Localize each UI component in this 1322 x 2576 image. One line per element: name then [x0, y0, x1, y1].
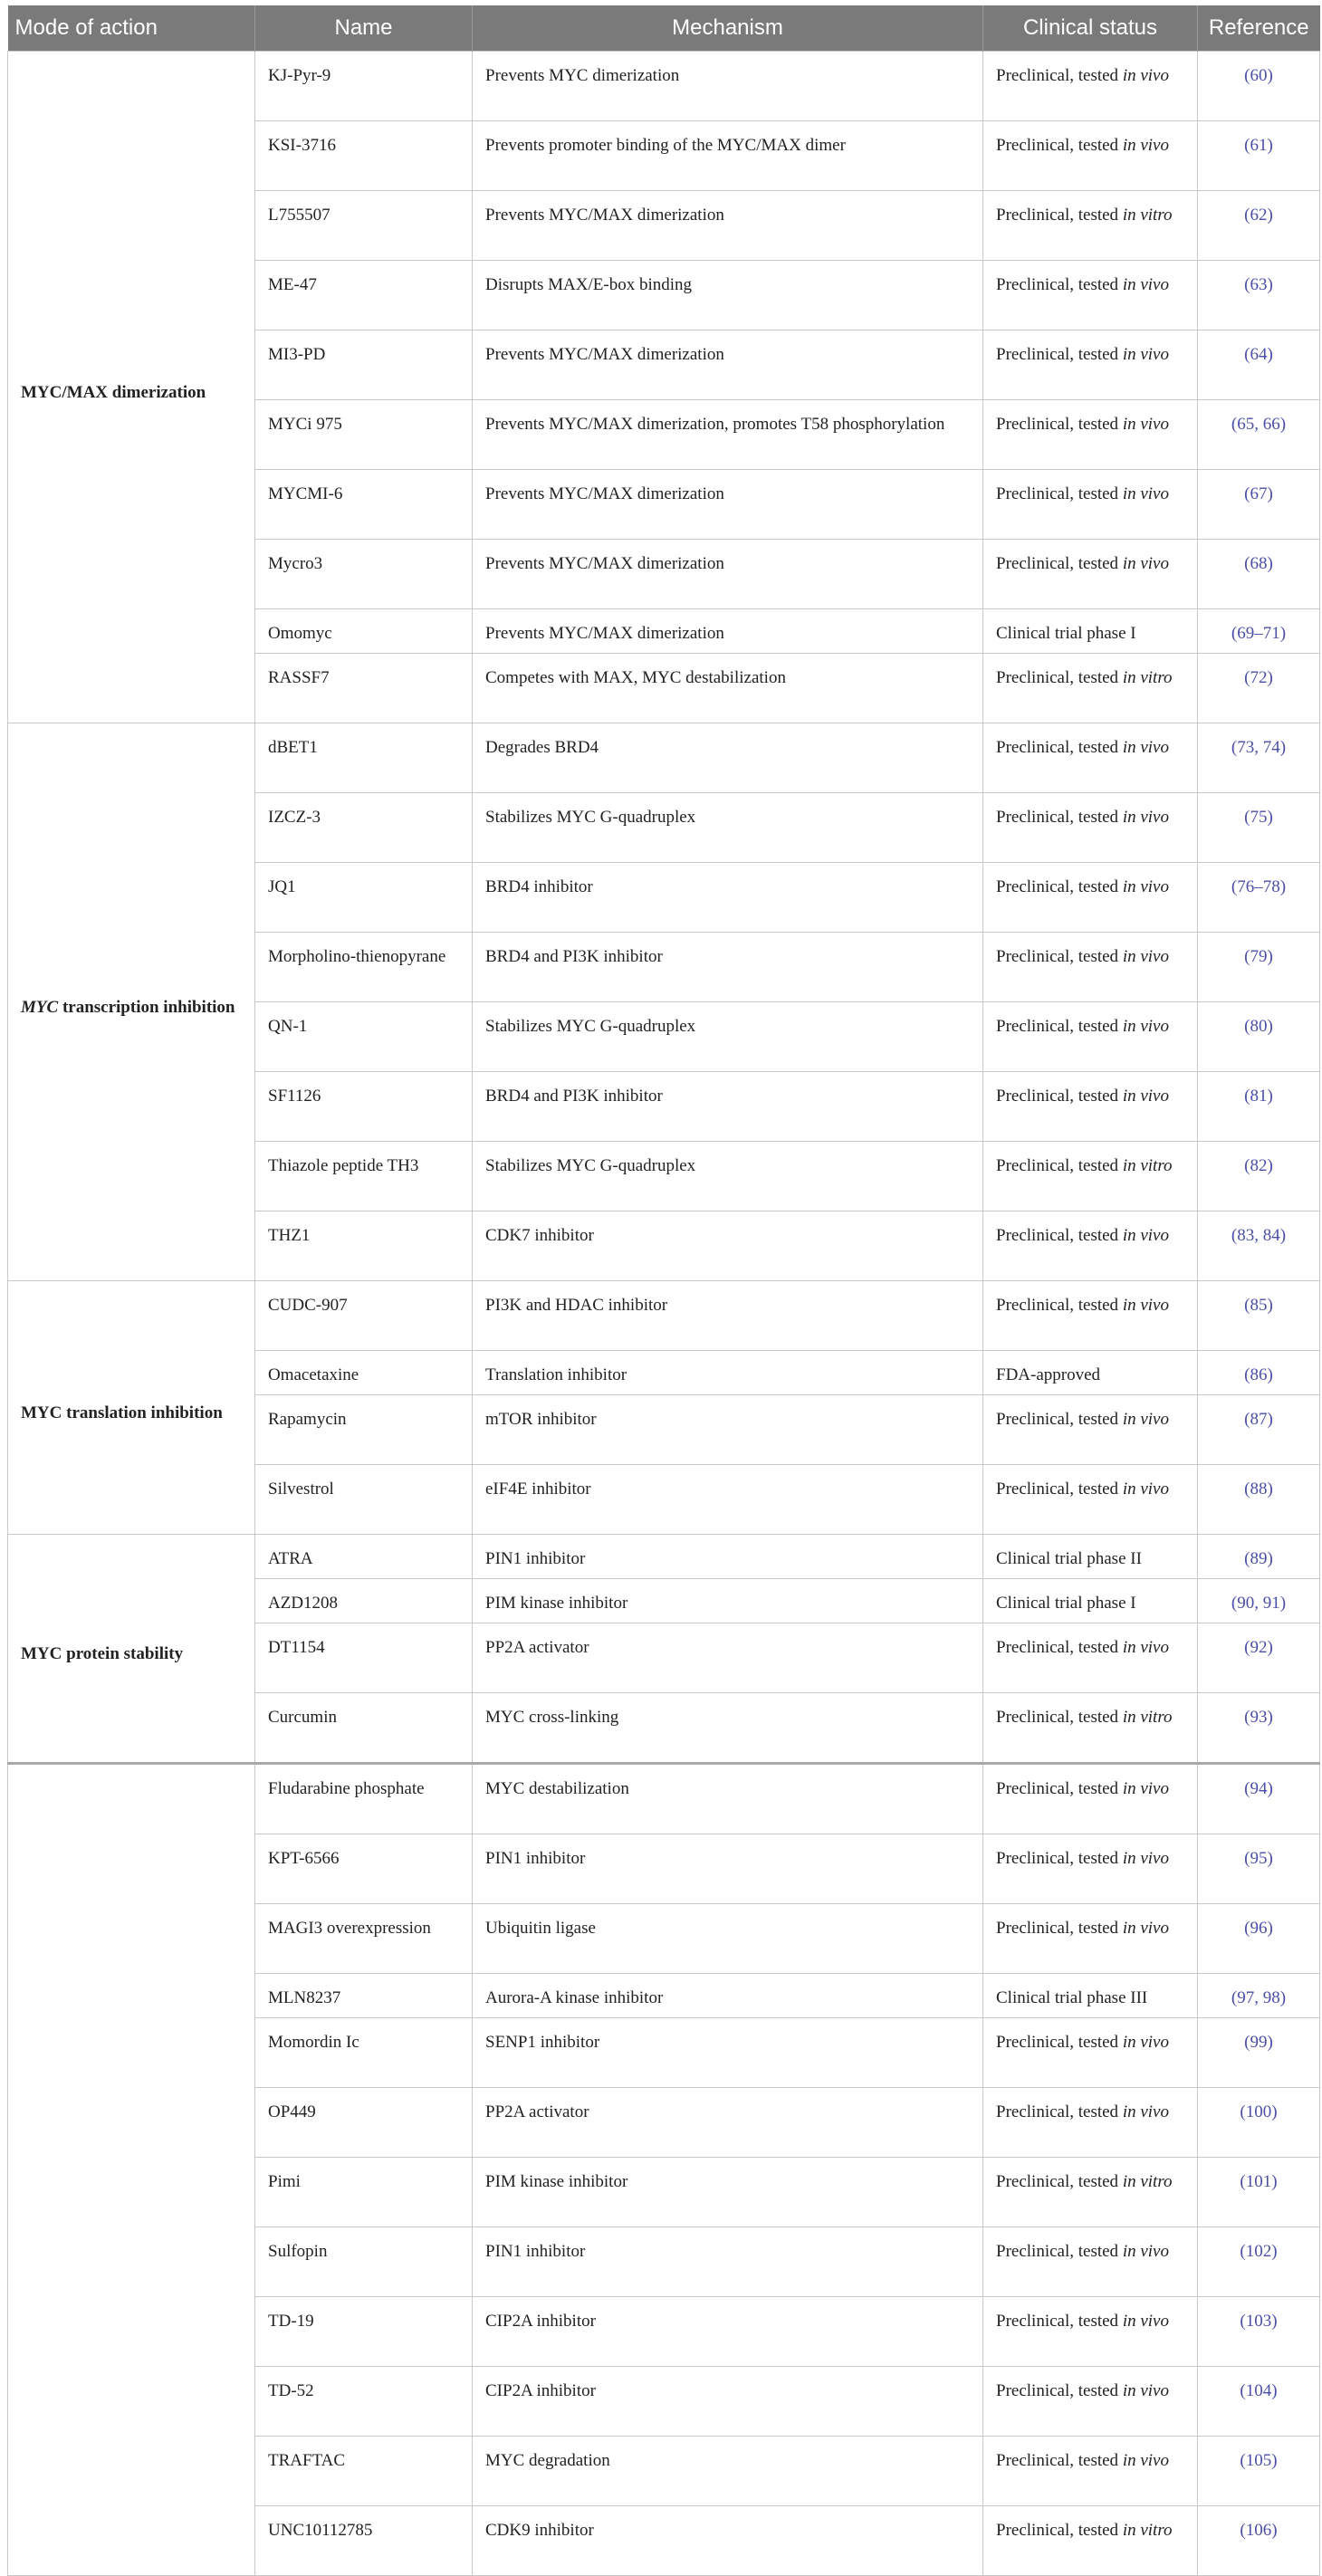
mechanism-cell: Prevents MYC/MAX dimerization [473, 609, 983, 654]
clinical-status-cell [983, 1211, 1198, 1281]
table-row [8, 723, 1320, 793]
compound-name-cell: IZCZ-3 [255, 793, 473, 863]
clinical-status-model: in vitro [1122, 668, 1173, 687]
reference-link[interactable]: (60) [1198, 52, 1320, 121]
clinical-status-model: in vivo [1122, 1296, 1169, 1315]
mode-of-action-label: transcription inhibition [58, 998, 235, 1017]
reference-link[interactable]: (87) [1198, 1395, 1320, 1465]
clinical-status-cell [983, 1535, 1198, 1579]
compound-name-cell: AZD1208 [255, 1579, 473, 1623]
clinical-status-text: Preclinical, tested [996, 1410, 1119, 1429]
clinical-status-model: in vivo [1122, 2451, 1169, 2470]
compound-name-cell: dBET1 [255, 723, 473, 793]
clinical-status-cell [983, 723, 1198, 793]
reference-link[interactable]: (67) [1198, 470, 1320, 540]
mechanism-cell: PI3K and HDAC inhibitor [473, 1281, 983, 1351]
compound-name-cell: CUDC-907 [255, 1281, 473, 1351]
compound-name-cell: MLN8237 [255, 1974, 473, 2018]
clinical-status-model: in vivo [1122, 1849, 1169, 1868]
clinical-status-cell [983, 1072, 1198, 1142]
reference-link[interactable]: (90, 91) [1198, 1579, 1320, 1623]
compound-name-cell: Omacetaxine [255, 1351, 473, 1395]
reference-link[interactable]: (63) [1198, 261, 1320, 330]
clinical-status-cell [983, 121, 1198, 191]
mechanism-cell: Stabilizes MYC G-quadruplex [473, 1002, 983, 1072]
clinical-status-text: Preclinical, tested [996, 206, 1119, 225]
clinical-status-model: in vivo [1122, 1017, 1169, 1036]
mechanism-cell: SENP1 inhibitor [473, 2018, 983, 2088]
table-row [8, 52, 1320, 121]
clinical-status-model: in vivo [1122, 275, 1169, 294]
mechanism-cell: BRD4 inhibitor [473, 863, 983, 933]
clinical-status-text: Preclinical, tested [996, 1087, 1119, 1106]
clinical-status-cell [983, 1974, 1198, 2018]
mechanism-cell: PP2A activator [473, 1623, 983, 1693]
reference-link[interactable]: (81) [1198, 1072, 1320, 1142]
clinical-status-text: Preclinical, tested [996, 877, 1119, 896]
clinical-status-model: in vivo [1122, 1480, 1169, 1499]
table-section [8, 723, 1320, 1281]
clinical-status-text: Preclinical, tested [996, 1296, 1119, 1315]
table-header [8, 5, 1320, 52]
clinical-status-cell [983, 1142, 1198, 1211]
compound-name-cell: Curcumin [255, 1693, 473, 1764]
clinical-status-cell [983, 863, 1198, 933]
compound-name-cell: Morpholino-thienopyrane [255, 933, 473, 1002]
clinical-status-text: Clinical trial phase III [996, 1988, 1148, 2007]
mechanism-cell: Aurora-A kinase inhibitor [473, 1974, 983, 2018]
clinical-status-text: Preclinical, tested [996, 275, 1119, 294]
reference-link[interactable]: (76–78) [1198, 863, 1320, 933]
clinical-status-cell [983, 2437, 1198, 2506]
table-row [8, 1764, 1320, 1834]
reference-link[interactable]: (92) [1198, 1623, 1320, 1693]
clinical-status-text: Clinical trial phase I [996, 624, 1136, 643]
clinical-status-model: in vivo [1122, 415, 1169, 434]
clinical-status-text: Preclinical, tested [996, 1156, 1119, 1175]
mechanism-cell: Disrupts MAX/E-box binding [473, 261, 983, 330]
clinical-status-text: Preclinical, tested [996, 738, 1119, 757]
clinical-status-model: in vivo [1122, 738, 1169, 757]
clinical-status-model: in vivo [1122, 1087, 1169, 1106]
compound-name-cell: KSI-3716 [255, 121, 473, 191]
mechanism-cell: PIN1 inhibitor [473, 1535, 983, 1579]
clinical-status-text: Preclinical, tested [996, 2033, 1119, 2052]
reference-link[interactable]: (100) [1198, 2088, 1320, 2158]
mechanism-cell: PP2A activator [473, 2088, 983, 2158]
mechanism-cell: Translation inhibitor [473, 1351, 983, 1395]
clinical-status-cell [983, 52, 1198, 121]
compound-name-cell: TD-19 [255, 2297, 473, 2367]
clinical-status-cell [983, 1281, 1198, 1351]
header-name: Name [255, 5, 473, 52]
mechanism-cell: Degrades BRD4 [473, 723, 983, 793]
clinical-status-text: Preclinical, tested [996, 2521, 1119, 2540]
mode-of-action-cell [8, 723, 255, 1281]
clinical-status-model: in vivo [1122, 554, 1169, 573]
clinical-status-cell [983, 2506, 1198, 2576]
mechanism-cell: CIP2A inhibitor [473, 2297, 983, 2367]
clinical-status-cell [983, 191, 1198, 261]
clinical-status-model: in vitro [1122, 2521, 1173, 2540]
mode-of-action-cell [8, 1281, 255, 1535]
reference-link[interactable]: (96) [1198, 1904, 1320, 1974]
clinical-status-text: Preclinical, tested [996, 2451, 1119, 2470]
clinical-status-cell [983, 1623, 1198, 1693]
compound-name-cell: Momordin Ic [255, 2018, 473, 2088]
compound-name-cell: MAGI3 overexpression [255, 1904, 473, 1974]
clinical-status-text: Preclinical, tested [996, 345, 1119, 364]
clinical-status-cell [983, 1579, 1198, 1623]
compound-name-cell: RASSF7 [255, 654, 473, 723]
clinical-status-text: Preclinical, tested [996, 136, 1119, 155]
reference-link[interactable]: (106) [1198, 2506, 1320, 2576]
clinical-status-cell [983, 2297, 1198, 2367]
reference-link[interactable]: (65, 66) [1198, 400, 1320, 470]
clinical-status-text: Preclinical, tested [996, 1708, 1119, 1727]
compound-name-cell: Fludarabine phosphate [255, 1764, 473, 1834]
mechanism-cell: CDK9 inhibitor [473, 2506, 983, 2576]
compound-name-cell: Mycro3 [255, 540, 473, 609]
clinical-status-cell [983, 2158, 1198, 2227]
compound-name-cell: SF1126 [255, 1072, 473, 1142]
clinical-status-text: Preclinical, tested [996, 1480, 1119, 1499]
mechanism-cell: Competes with MAX, MYC destabilization [473, 654, 983, 723]
clinical-status-cell [983, 933, 1198, 1002]
clinical-status-cell [983, 400, 1198, 470]
clinical-status-text: FDA-approved [996, 1365, 1101, 1384]
clinical-status-model: in vivo [1122, 66, 1169, 85]
clinical-status-model: in vitro [1122, 2172, 1173, 2191]
clinical-status-text: Preclinical, tested [996, 554, 1119, 573]
compound-name-cell: TRAFTAC [255, 2437, 473, 2506]
clinical-status-model: in vivo [1122, 1410, 1169, 1429]
reference-link[interactable]: (61) [1198, 121, 1320, 191]
table-row [8, 1281, 1320, 1351]
mechanism-cell: CIP2A inhibitor [473, 2367, 983, 2437]
clinical-status-model: in vivo [1122, 947, 1169, 966]
reference-link[interactable]: (94) [1198, 1764, 1320, 1834]
reference-link[interactable]: (62) [1198, 191, 1320, 261]
clinical-status-model: in vivo [1122, 1638, 1169, 1657]
clinical-status-model: in vivo [1122, 877, 1169, 896]
reference-link[interactable]: (105) [1198, 2437, 1320, 2506]
clinical-status-text: Preclinical, tested [996, 1638, 1119, 1657]
reference-link[interactable]: (83, 84) [1198, 1211, 1320, 1281]
clinical-status-cell [983, 1465, 1198, 1535]
clinical-status-cell [983, 1693, 1198, 1764]
clinical-status-model: in vivo [1122, 1226, 1169, 1245]
header-reference: Reference [1198, 5, 1320, 52]
compound-name-cell: Omomyc [255, 609, 473, 654]
clinical-status-model: in vivo [1122, 2033, 1169, 2052]
reference-link[interactable]: (68) [1198, 540, 1320, 609]
mechanism-cell: Prevents MYC/MAX dimerization [473, 470, 983, 540]
clinical-status-model: in vivo [1122, 2312, 1169, 2331]
compound-name-cell: DT1154 [255, 1623, 473, 1693]
reference-link[interactable]: (97, 98) [1198, 1974, 1320, 2018]
table-section [8, 1535, 1320, 1764]
reference-link[interactable]: (64) [1198, 330, 1320, 400]
header-mode-of-action: Mode of action [8, 5, 255, 52]
mechanism-cell: Stabilizes MYC G-quadruplex [473, 1142, 983, 1211]
table-section [8, 1764, 1320, 2576]
mode-of-action-cell [8, 52, 255, 723]
reference-link[interactable]: (93) [1198, 1693, 1320, 1764]
clinical-status-cell [983, 330, 1198, 400]
reference-link[interactable]: (103) [1198, 2297, 1320, 2367]
reference-link[interactable]: (80) [1198, 1002, 1320, 1072]
mechanism-cell: eIF4E inhibitor [473, 1465, 983, 1535]
reference-link[interactable]: (72) [1198, 654, 1320, 723]
clinical-status-model: in vitro [1122, 1156, 1173, 1175]
compound-name-cell: KPT-6566 [255, 1834, 473, 1904]
clinical-status-model: in vivo [1122, 808, 1169, 827]
mechanism-cell: MYC degradation [473, 2437, 983, 2506]
reference-link[interactable]: (73, 74) [1198, 723, 1320, 793]
clinical-status-text: Preclinical, tested [996, 415, 1119, 434]
clinical-status-text: Preclinical, tested [996, 2381, 1119, 2400]
header-row [8, 5, 1320, 52]
mechanism-cell: mTOR inhibitor [473, 1395, 983, 1465]
clinical-status-cell [983, 609, 1198, 654]
clinical-status-model: in vivo [1122, 2102, 1169, 2121]
clinical-status-cell [983, 540, 1198, 609]
clinical-status-cell [983, 793, 1198, 863]
clinical-status-model: in vivo [1122, 2381, 1169, 2400]
compound-name-cell: KJ-Pyr-9 [255, 52, 473, 121]
clinical-status-cell [983, 2227, 1198, 2297]
reference-link[interactable]: (69–71) [1198, 609, 1320, 654]
mode-of-action-label: MYC protein stability [21, 1644, 184, 1663]
mechanism-cell: CDK7 inhibitor [473, 1211, 983, 1281]
compound-name-cell: QN-1 [255, 1002, 473, 1072]
clinical-status-cell [983, 1395, 1198, 1465]
clinical-status-model: in vivo [1122, 136, 1169, 155]
clinical-status-text: Preclinical, tested [996, 2102, 1119, 2121]
mechanism-cell: Prevents MYC/MAX dimerization [473, 330, 983, 400]
clinical-status-text: Preclinical, tested [996, 2312, 1119, 2331]
mechanism-cell: Prevents MYC/MAX dimerization [473, 191, 983, 261]
reference-link[interactable]: (75) [1198, 793, 1320, 863]
mechanism-cell: MYC destabilization [473, 1764, 983, 1834]
compound-name-cell: OP449 [255, 2088, 473, 2158]
clinical-status-text: Preclinical, tested [996, 1017, 1119, 1036]
mechanism-cell: PIM kinase inhibitor [473, 2158, 983, 2227]
compound-name-cell: TD-52 [255, 2367, 473, 2437]
mechanism-cell: PIM kinase inhibitor [473, 1579, 983, 1623]
clinical-status-text: Preclinical, tested [996, 2242, 1119, 2261]
clinical-status-model: in vitro [1122, 1708, 1173, 1727]
reference-link[interactable]: (101) [1198, 2158, 1320, 2227]
clinical-status-model: in vivo [1122, 2242, 1169, 2261]
compound-name-cell: Rapamycin [255, 1395, 473, 1465]
clinical-status-cell [983, 2088, 1198, 2158]
compound-name-cell: Thiazole peptide TH3 [255, 1142, 473, 1211]
clinical-status-text: Preclinical, tested [996, 484, 1119, 503]
mode-of-action-cell [8, 1535, 255, 1764]
clinical-status-text: Preclinical, tested [996, 1849, 1119, 1868]
clinical-status-cell [983, 1351, 1198, 1395]
mechanism-cell: Ubiquitin ligase [473, 1904, 983, 1974]
mechanism-cell: Prevents promoter binding of the MYC/MAX dimer [473, 121, 983, 191]
mechanism-cell: BRD4 and PI3K inhibitor [473, 933, 983, 1002]
mechanism-cell: Stabilizes MYC G-quadruplex [473, 793, 983, 863]
clinical-status-cell [983, 2367, 1198, 2437]
compound-name-cell: ME-47 [255, 261, 473, 330]
clinical-status-cell [983, 1002, 1198, 1072]
mode-of-action-label: MYC translation inhibition [21, 1403, 223, 1422]
compound-name-cell: JQ1 [255, 863, 473, 933]
mechanism-cell: MYC cross-linking [473, 1693, 983, 1764]
myc-inhibitors-table [7, 5, 1320, 2576]
mode-of-action-cell [8, 1764, 255, 2576]
clinical-status-text: Preclinical, tested [996, 1226, 1119, 1245]
mechanism-cell: BRD4 and PI3K inhibitor [473, 1072, 983, 1142]
clinical-status-text: Preclinical, tested [996, 2172, 1119, 2191]
reference-link[interactable]: (89) [1198, 1535, 1320, 1579]
header-mechanism: Mechanism [473, 5, 983, 52]
clinical-status-cell [983, 261, 1198, 330]
reference-link[interactable]: (88) [1198, 1465, 1320, 1535]
mechanism-cell: Prevents MYC/MAX dimerization [473, 540, 983, 609]
clinical-status-model: in vivo [1122, 1779, 1169, 1798]
header-clinical-status: Clinical status [983, 5, 1198, 52]
compound-name-cell: MYCi 975 [255, 400, 473, 470]
compound-name-cell: ATRA [255, 1535, 473, 1579]
reference-link[interactable]: (85) [1198, 1281, 1320, 1351]
clinical-status-cell [983, 2018, 1198, 2088]
reference-link[interactable]: (86) [1198, 1351, 1320, 1395]
mechanism-cell: Prevents MYC dimerization [473, 52, 983, 121]
reference-link[interactable]: (82) [1198, 1142, 1320, 1211]
clinical-status-model: in vivo [1122, 484, 1169, 503]
clinical-status-text: Clinical trial phase I [996, 1594, 1136, 1613]
clinical-status-text: Preclinical, tested [996, 668, 1119, 687]
mode-of-action-italic: MYC [21, 998, 59, 1017]
clinical-status-text: Preclinical, tested [996, 1919, 1119, 1938]
clinical-status-cell [983, 654, 1198, 723]
compound-name-cell: MI3-PD [255, 330, 473, 400]
clinical-status-cell [983, 1904, 1198, 1974]
table-section [8, 52, 1320, 723]
clinical-status-cell [983, 470, 1198, 540]
reference-link[interactable]: (102) [1198, 2227, 1320, 2297]
clinical-status-model: in vitro [1122, 206, 1173, 225]
mechanism-cell: PIN1 inhibitor [473, 1834, 983, 1904]
compound-name-cell: Silvestrol [255, 1465, 473, 1535]
clinical-status-text: Preclinical, tested [996, 1779, 1119, 1798]
clinical-status-text: Clinical trial phase II [996, 1549, 1142, 1568]
clinical-status-text: Preclinical, tested [996, 66, 1119, 85]
mechanism-cell: Prevents MYC/MAX dimerization, promotes T58 phosphorylation [473, 400, 983, 470]
mode-of-action-label: MYC/MAX dimerization [21, 383, 206, 402]
compound-name-cell: Pimi [255, 2158, 473, 2227]
table-section [8, 1281, 1320, 1535]
clinical-status-model: in vivo [1122, 1919, 1169, 1938]
clinical-status-text: Preclinical, tested [996, 808, 1119, 827]
compound-name-cell: THZ1 [255, 1211, 473, 1281]
compound-name-cell: Sulfopin [255, 2227, 473, 2297]
clinical-status-cell [983, 1764, 1198, 1834]
reference-link[interactable]: (79) [1198, 933, 1320, 1002]
reference-link[interactable]: (104) [1198, 2367, 1320, 2437]
compound-name-cell: L755507 [255, 191, 473, 261]
compound-name-cell: MYCMI-6 [255, 470, 473, 540]
compound-name-cell: UNC10112785 [255, 2506, 473, 2576]
clinical-status-model: in vivo [1122, 345, 1169, 364]
reference-link[interactable]: (95) [1198, 1834, 1320, 1904]
reference-link[interactable]: (99) [1198, 2018, 1320, 2088]
table-row [8, 1535, 1320, 1579]
clinical-status-text: Preclinical, tested [996, 947, 1119, 966]
clinical-status-cell [983, 1834, 1198, 1904]
mechanism-cell: PIN1 inhibitor [473, 2227, 983, 2297]
